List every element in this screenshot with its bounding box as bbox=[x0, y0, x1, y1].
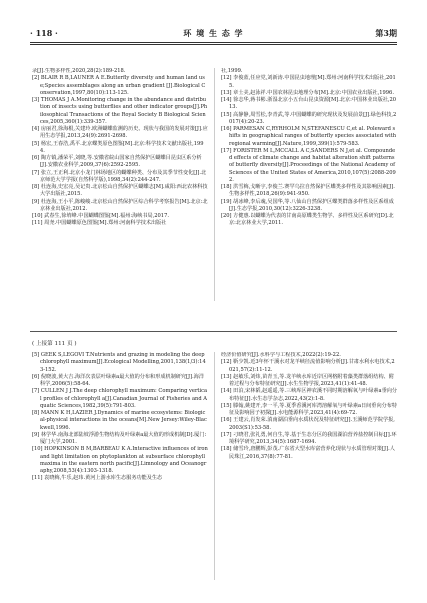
reference-entry: [13] 赵敏乐,刘炜,苗青玉,等.龙羊峡水库近岸区网格附着藻类群落组结构、附着过程与分布特征研究[J].水生生物学报,2023,41(1):41-48. bbox=[221, 373, 394, 387]
reference-entry: [17] FORISTER M L,MCCALL A C,SANDERS N J,et al. Compounded effects of climate change and habitat alteration shift patterns of butterfly diversity[J].Proceedings of the National Academy of Sciences of the United States of America,2010,107(5):2088-2092. bbox=[221, 147, 396, 183]
reference-entry: [19] 胡冰峰,李后魂,吴国华,等.八仙山自然保护区蝶类群落多样性及区系组成[J].生态学报,2010,30(12):3226-3238. bbox=[221, 198, 394, 212]
reference-entry: [16] PARMESAN C,RYRHOLM N,STEFANESCU C,et al. Poleward shifts in geographical ranges of butterfly species associated with regional warming[J].Nature,1999,399(1):579-583. bbox=[221, 126, 397, 147]
reference-list-bottom-right bbox=[221, 352, 397, 580]
reference-entry: [12] 靳少凯.近3年怀干溪水对龙羊峡径流值影响分析[J].甘肃水利水电技术,2021,57(2):11-12. bbox=[221, 359, 395, 373]
reference-entry: [9] 杜连海,王小平,陈峻峻.北京松山自然保护区综合科学考察报告[M].北京:北京林业出版社,2012. bbox=[32, 198, 208, 212]
page-header bbox=[30, 26, 397, 40]
reference-entry: 经济价值研究[J].水科学与工程技术,2022(2):19-22. bbox=[221, 352, 341, 358]
page-number: · 118 · bbox=[30, 28, 58, 38]
reference-entry: [10] HOPKINSON B M,BARBEAU K A.Interactive influences of iron and light limitation on phytoplankton at subsurface chlorophyll maxima in the eastern north pacific[J].Limnology and Oceanography,2008,53(4):1303-1318. bbox=[32, 446, 208, 474]
continued-from-label: ( 上接第 111 页 ) bbox=[32, 341, 77, 347]
reference-entry: [15] 高静静,周雪松,李青武,等.中国蝴蝶的研究现状及发展前景[J].绿色科技,2017(4):20-23. bbox=[221, 111, 397, 125]
reference-entry: [9] 林学华.南海北部陆坡浮游生物结构及叶绿素a最大值的形成机制[D].厦门:厦门大学,2001. bbox=[32, 431, 207, 445]
reference-entry: [6] 倪晓波,黄大吉.海洋次表层叶绿素a最大值的分布和形成机制研究[J].海洋科学,2006(5):58-64. bbox=[32, 373, 205, 387]
reference-entry: [10] 武春生,徐堉峰.中国蝴蝶图鉴[M].福州:海峡书局,2017. bbox=[32, 213, 169, 219]
reference-entry: [18] 洪雪梅,戈晰宇,李俊兰.赛罕乌拉自然保护区蝶类多样性及其影响因素[J].生物多样性,2018,26(9):941-950. bbox=[221, 184, 395, 198]
reference-entry: [8] 杜连海,史宏亮,吴记贵.北京松山自然保护区蝴蝶志[M].咸阳:西北农林科技大学出版社,2015. bbox=[32, 184, 208, 198]
reference-entry: [7] CULLEN J J.The deep chlorophyll maximum: Comparing vertical profiles of chlorophyll a[J].Canadian Journal of Fisheries and Aquatic Sciences,1982,39(5):791-803. bbox=[32, 388, 208, 409]
journal-title: 环 境 生 态 学 bbox=[183, 28, 244, 38]
reference-entry: [4] 房丽君,徐海根,关建玲.欧洲蝴蝶监测的历史、现状与我国的发展对策[J].应用生态学报,2013,24(9):2691-2698. bbox=[32, 126, 208, 140]
reference-entry: [18] 储雪玲,唐鹏辉,彭茂.广东省大型水库富营养化现状与水质管理对策[J].人民珠江,2016,37(8):77-81. bbox=[221, 446, 395, 460]
reference-entry: [17] 刁晓君,张礼勇,何自生,等.基于生态分区的我国湖泊营养盐控制目标[J].环境科学研究,2013,34(5):1687-1694. bbox=[221, 431, 397, 445]
reference-entry: [11] 袁晓梅,牛乐,赵玮.黄河上游水库生态服务功能及生态 bbox=[32, 475, 163, 482]
reference-list-top-left bbox=[32, 68, 208, 301]
section-divider bbox=[30, 331, 397, 332]
reference-entry: 社,1999. bbox=[221, 68, 243, 74]
reference-entry: [5] GEEK S,LEGOVI T.Nutrients and grazing in modeling the deep chlorophyll maximum[J].Ecological Modelling,2001,138(1/3):143-152. bbox=[32, 352, 206, 373]
header-rule-thin bbox=[30, 44, 397, 45]
header-rule bbox=[30, 42, 397, 43]
reference-list-top-right bbox=[221, 68, 397, 301]
reference-entry: [14] 田泊,宋林韬,赵遥遥,等.三峡库区神农溪不同时期溶解氧与叶绿素a垂向分布特征[J].水生态学杂志,2022,43(2):1-8. bbox=[221, 388, 397, 402]
column-separator bbox=[214, 352, 215, 580]
reference-entry: [16] 王建云,肖发荣.滇南湖泊垂向水质状况及特征研究[J].玉溪师范学院学报,2003(S1):53-58. bbox=[221, 417, 395, 431]
reference-entry: [11] 周尧.中国蝴蝶原色图鉴[M].郑州:河南科学技术出版社 bbox=[32, 220, 167, 227]
reference-entry: [20] 方健惠.以蝴蝶为代表的甘南高原蝶类生物学、多样性及区系研究[D].北京:北京林业大学,2011. bbox=[221, 213, 394, 227]
reference-entry: [3] THOMAS J A.Monitoring change in the abundance and distribution of insects using butterflies and other indicator groups[J].Philosophical Transactions of the Royal Society B Biological Sciences,2005,360(1):339-357. bbox=[32, 97, 208, 125]
reference-entry: [5] 杨宏,王春浩,禹平.北京蝶类原色图鉴[M].北京:科学技术文献出版社,1994. bbox=[32, 140, 204, 154]
reference-entry: [15] 滕翰,姚建开,李一平,等.夏季香溪河库湾溶解氧与叶绿素a日间垂向分布特征及影响因子初探[J].水电能源科学,2023,41(4):69-72. bbox=[221, 402, 397, 416]
reference-entry: [6] 陶方镇,潘荣平,刘晓,等.安徽省皖山国家自然保护区蝴蝶目昆虫区系分析[J].安徽农业科学,2009,37(6):2592-2595. bbox=[32, 155, 202, 169]
reference-entry: [8] MANN K H,LAZIER J.Dynamics of marine ecosystems: Biological-physical interactions in the oceans[M].New Jersey:Wiley-Blackwell,1996. bbox=[32, 410, 207, 431]
issue-number: 第3期 bbox=[375, 28, 397, 38]
reference-entry: [14] 徐志华,蒋书彬.浙湿北京小五台山昆虫资源[M].北京:中国林业出版社,2013. bbox=[221, 97, 397, 111]
reference-entry: 录[J].生物多样性,2020,28(2):189-218. bbox=[32, 68, 126, 74]
reference-entry: [13] 章士美,赵泳祥.中国农林昆虫地理分布[M].北京:中国农业出版社,1996. bbox=[221, 89, 394, 96]
reference-entry: [7] 张立,王正利.北京小龙门林场地区的蝴蝶种类、分布及其季节性变化[J].北京师范大学学报(自然科学版),1998,34(2):244-247. bbox=[32, 169, 207, 183]
reference-entry: [2] BLAIR R B,LAUNER A E.Butterfly diversity and human land use;Species assemblages along an urban gradient [J].Biological Conservation,1997,80(10):113-125. bbox=[32, 75, 206, 96]
reference-entry: [12] 李俊蓝,任应党,刘新涛.中国昆虫地理[M].郑州:河南科学技术出版社,2015. bbox=[221, 75, 396, 89]
column-separator bbox=[214, 68, 215, 301]
reference-list-bottom-left bbox=[32, 352, 208, 580]
